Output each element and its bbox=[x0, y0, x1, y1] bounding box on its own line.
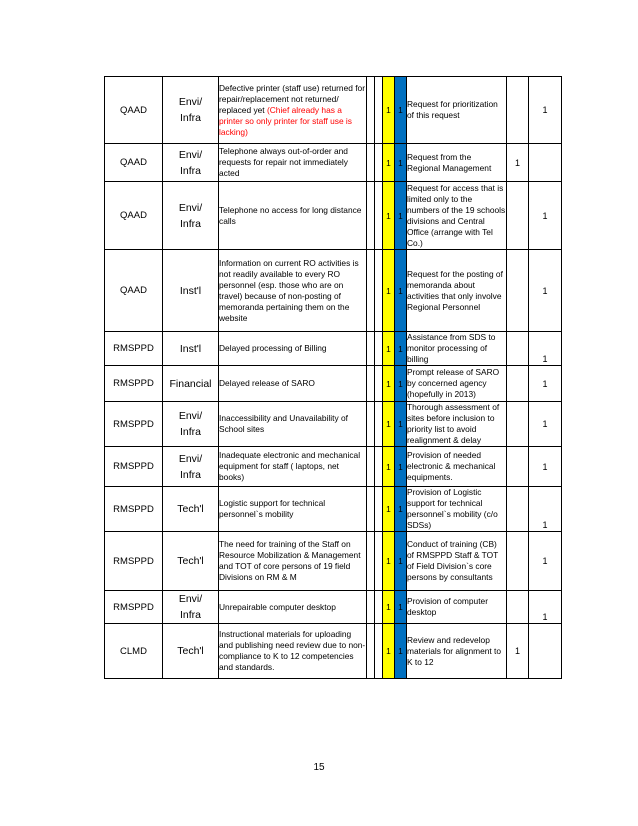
issue-text: Inadequate electronic and mechanical equipment for staff ( laptops, net books) bbox=[219, 450, 361, 482]
issue-cell bbox=[219, 144, 367, 182]
blue-count-cell: 1 bbox=[395, 591, 407, 624]
issue-cell bbox=[219, 250, 367, 332]
category-label: Envi/ Infra bbox=[178, 96, 203, 124]
category-label: Tech'l bbox=[177, 503, 204, 515]
issues-table bbox=[104, 76, 562, 679]
yellow-count-cell: 1 bbox=[383, 487, 395, 532]
blue-count-cell: 1 bbox=[395, 624, 407, 679]
empty-cell bbox=[375, 487, 383, 532]
issue-text: Instructional materials for uploading and publishing need review due to non-compliance to K to 12 competencies and standards. bbox=[219, 629, 366, 672]
yellow-count-cell: 1 bbox=[383, 77, 395, 144]
office-cell: QAAD bbox=[105, 77, 163, 144]
category-label: Envi/ Infra bbox=[178, 452, 203, 481]
count-cell-2: 1 bbox=[529, 591, 562, 624]
empty-cell bbox=[375, 447, 383, 487]
empty-cell bbox=[375, 77, 383, 144]
issue-cell bbox=[219, 532, 367, 591]
category-label: Envi/ Infra bbox=[178, 201, 203, 230]
empty-cell bbox=[375, 144, 383, 182]
empty-cell bbox=[375, 250, 383, 332]
count-cell-2: 1 bbox=[529, 402, 562, 447]
count-cell-2 bbox=[529, 624, 562, 679]
table-row bbox=[105, 332, 562, 366]
empty-cell bbox=[367, 447, 375, 487]
action-cell: Provision of Logistic support for technical personnel`s mobility (c/o SDSs) bbox=[407, 487, 507, 532]
blue-count-cell: 1 bbox=[395, 366, 407, 402]
table-row bbox=[105, 366, 562, 402]
office-cell: RMSPPD bbox=[105, 532, 163, 591]
issue-text: Telephone always out-of-order and requests for repair not immediately acted bbox=[219, 146, 348, 178]
table-row bbox=[105, 487, 562, 532]
action-cell: Request for the posting of memoranda about activities that only involve Regional Personnel bbox=[407, 250, 507, 332]
empty-cell bbox=[367, 250, 375, 332]
yellow-count-cell: 1 bbox=[383, 250, 395, 332]
empty-cell bbox=[375, 366, 383, 402]
empty-cell bbox=[367, 402, 375, 447]
category-label: Tech'l bbox=[177, 645, 204, 657]
empty-cell bbox=[375, 591, 383, 624]
category-cell bbox=[163, 487, 219, 532]
count-cell-2: 1 bbox=[529, 532, 562, 591]
count-cell-1: 1 bbox=[507, 624, 529, 679]
category-cell bbox=[163, 532, 219, 591]
issue-cell bbox=[219, 182, 367, 250]
yellow-count-cell: 1 bbox=[383, 532, 395, 591]
category-label: Envi/ Infra bbox=[178, 410, 203, 438]
table-row bbox=[105, 77, 562, 144]
category-label: Inst'l bbox=[179, 284, 202, 297]
action-cell: Review and redevelop materials for alignment to K to 12 bbox=[407, 624, 507, 679]
empty-cell bbox=[367, 532, 375, 591]
count-cell-2: 1 bbox=[529, 182, 562, 250]
issue-cell bbox=[219, 77, 367, 144]
table-row bbox=[105, 144, 562, 182]
count-cell-2: 1 bbox=[529, 332, 562, 366]
issue-cell bbox=[219, 402, 367, 447]
issue-text: Inaccessibility and Unavailability of School sites bbox=[219, 413, 348, 434]
category-cell bbox=[163, 77, 219, 144]
action-cell: Conduct of training (CB) of RMSPPD Staff & TOT of Field Division`s core persons by consultants bbox=[407, 532, 507, 591]
category-cell bbox=[163, 402, 219, 447]
issue-cell bbox=[219, 366, 367, 402]
count-cell-2: 1 bbox=[529, 447, 562, 487]
yellow-count-cell: 1 bbox=[383, 624, 395, 679]
table-row bbox=[105, 250, 562, 332]
count-cell-1 bbox=[507, 250, 529, 332]
issue-text: Unrepairable computer desktop bbox=[219, 601, 336, 612]
category-label: Envi/ Infra bbox=[178, 148, 203, 177]
count-cell-2: 1 bbox=[529, 366, 562, 402]
office-cell: RMSPPD bbox=[105, 447, 163, 487]
blue-count-cell: 1 bbox=[395, 250, 407, 332]
office-cell: QAAD bbox=[105, 144, 163, 182]
category-label: Tech'l bbox=[177, 555, 204, 567]
issue-cell bbox=[219, 447, 367, 487]
count-cell-2: 1 bbox=[529, 77, 562, 144]
yellow-count-cell: 1 bbox=[383, 332, 395, 366]
issue-text: Information on current RO activities is not readily available to every RO personnel (esp. those who are on travel) because of non-posting of memoranda pertaining them on the website bbox=[219, 257, 359, 323]
count-cell-1 bbox=[507, 402, 529, 447]
category-cell bbox=[163, 182, 219, 250]
empty-cell bbox=[367, 624, 375, 679]
category-cell bbox=[163, 332, 219, 366]
empty-cell bbox=[367, 182, 375, 250]
issue-text: Delayed release of SARO bbox=[219, 378, 315, 388]
empty-cell bbox=[375, 402, 383, 447]
empty-cell bbox=[367, 487, 375, 532]
action-cell: Assistance from SDS to monitor processing of billing bbox=[407, 332, 507, 366]
issue-text: Telephone no access for long distance calls bbox=[219, 204, 362, 226]
category-cell bbox=[163, 591, 219, 624]
action-cell: Request for prioritization of this request bbox=[407, 77, 507, 144]
yellow-count-cell: 1 bbox=[383, 591, 395, 624]
blue-count-cell: 1 bbox=[395, 77, 407, 144]
count-cell-2: 1 bbox=[529, 250, 562, 332]
issue-text: Defective printer (staff use) returned for repair/replacement not returned/ replaced yet bbox=[219, 82, 366, 115]
issue-text: Delayed processing of Billing bbox=[219, 343, 327, 353]
empty-cell bbox=[367, 591, 375, 624]
empty-cell bbox=[375, 182, 383, 250]
category-label: Financial bbox=[169, 377, 212, 390]
category-cell bbox=[163, 447, 219, 487]
table-row bbox=[105, 182, 562, 250]
empty-cell bbox=[375, 532, 383, 591]
blue-count-cell: 1 bbox=[395, 144, 407, 182]
action-cell: Request from the Regional Management bbox=[407, 144, 507, 182]
category-cell bbox=[163, 250, 219, 332]
yellow-count-cell: 1 bbox=[383, 402, 395, 447]
table-row bbox=[105, 447, 562, 487]
empty-cell bbox=[367, 366, 375, 402]
table-row bbox=[105, 532, 562, 591]
yellow-count-cell: 1 bbox=[383, 366, 395, 402]
office-cell: RMSPPD bbox=[105, 402, 163, 447]
category-cell bbox=[163, 366, 219, 402]
blue-count-cell: 1 bbox=[395, 532, 407, 591]
count-cell-1 bbox=[507, 487, 529, 532]
table-row bbox=[105, 624, 562, 679]
issue-text: Logistic support for technical personnel`s mobility bbox=[219, 498, 326, 519]
issue-note-red: (Chief already has a printer so only printer for staff use is lacking) bbox=[219, 104, 352, 137]
issue-cell bbox=[219, 332, 367, 366]
issue-cell bbox=[219, 591, 367, 624]
category-cell bbox=[163, 624, 219, 679]
issue-text: The need for training of the Staff on Resource Mobilization & Management and TOT of core persons of 19 field Divisions on RM & M bbox=[219, 539, 361, 582]
action-cell: Provision of computer desktop bbox=[407, 591, 507, 624]
action-cell: Prompt release of SARO by concerned agency (hopefully in 2013) bbox=[407, 366, 507, 402]
office-cell: QAAD bbox=[105, 182, 163, 250]
yellow-count-cell: 1 bbox=[383, 447, 395, 487]
count-cell-1 bbox=[507, 182, 529, 250]
office-cell: RMSPPD bbox=[105, 591, 163, 624]
issue-cell bbox=[219, 624, 367, 679]
category-cell bbox=[163, 144, 219, 182]
count-cell-2: 1 bbox=[529, 487, 562, 532]
office-cell: RMSPPD bbox=[105, 332, 163, 366]
issue-cell bbox=[219, 487, 367, 532]
office-cell: RMSPPD bbox=[105, 366, 163, 402]
count-cell-1 bbox=[507, 332, 529, 366]
category-label: Envi/ Infra bbox=[178, 593, 203, 621]
count-cell-1 bbox=[507, 366, 529, 402]
empty-cell bbox=[367, 77, 375, 144]
empty-cell bbox=[367, 332, 375, 366]
count-cell-1 bbox=[507, 591, 529, 624]
table-row bbox=[105, 402, 562, 447]
yellow-count-cell: 1 bbox=[383, 182, 395, 250]
count-cell-1 bbox=[507, 77, 529, 144]
action-cell: Thorough assessment of sites before inclusion to priority list to avoid realignment & delay bbox=[407, 402, 507, 447]
blue-count-cell: 1 bbox=[395, 332, 407, 366]
empty-cell bbox=[375, 624, 383, 679]
table-row bbox=[105, 591, 562, 624]
empty-cell bbox=[375, 332, 383, 366]
count-cell-2 bbox=[529, 144, 562, 182]
yellow-count-cell: 1 bbox=[383, 144, 395, 182]
count-cell-1 bbox=[507, 447, 529, 487]
office-cell: RMSPPD bbox=[105, 487, 163, 532]
office-cell: QAAD bbox=[105, 250, 163, 332]
blue-count-cell: 1 bbox=[395, 182, 407, 250]
category-label: Inst'l bbox=[179, 342, 202, 355]
office-cell: CLMD bbox=[105, 624, 163, 679]
empty-cell bbox=[367, 144, 375, 182]
count-cell-1: 1 bbox=[507, 144, 529, 182]
blue-count-cell: 1 bbox=[395, 447, 407, 487]
count-cell-1 bbox=[507, 532, 529, 591]
page-number: 15 bbox=[313, 762, 325, 773]
action-cell: Request for access that is limited only to the numbers of the 19 schools divisions and Central Office (arrange with Tel Co.) bbox=[407, 182, 506, 248]
blue-count-cell: 1 bbox=[395, 402, 407, 447]
blue-count-cell: 1 bbox=[395, 487, 407, 532]
action-cell: Provision of needed electronic & mechanical equipments. bbox=[407, 447, 507, 487]
